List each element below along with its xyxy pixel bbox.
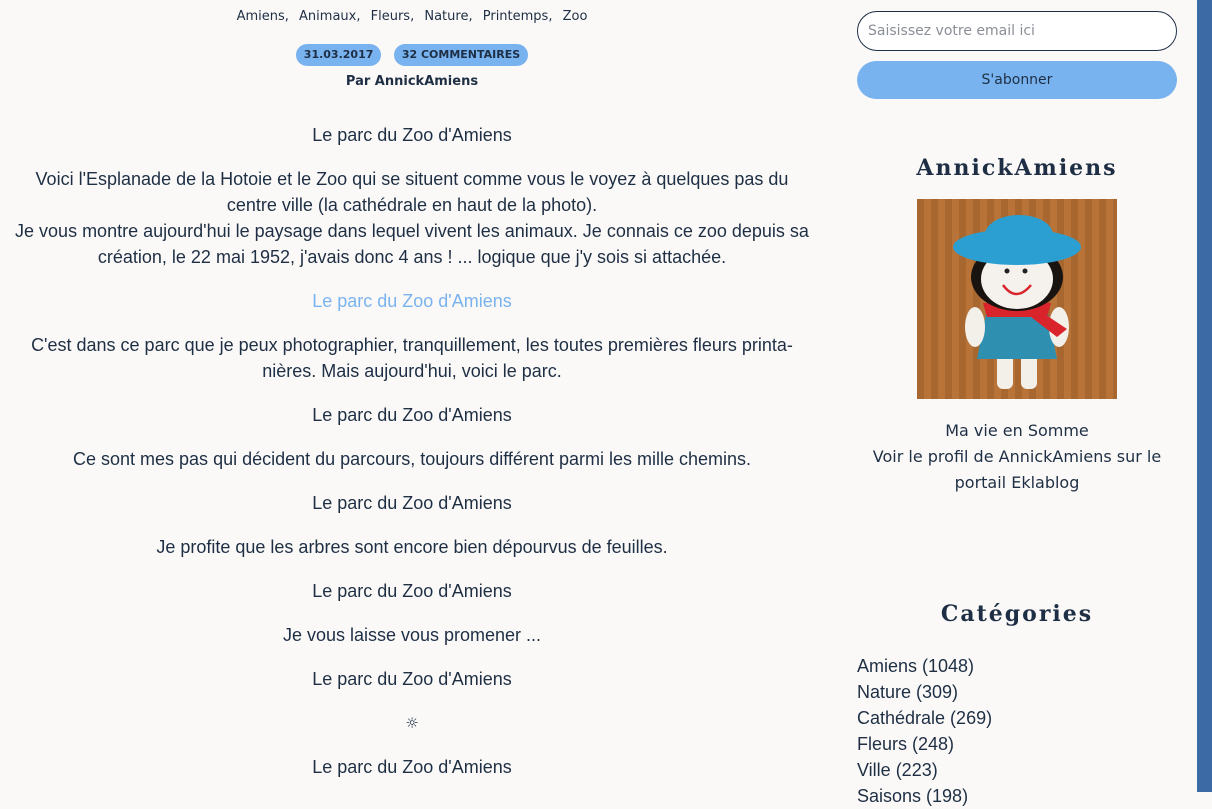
categories-list	[857, 653, 1177, 809]
tag-nature[interactable]: Nature	[424, 9, 469, 24]
paragraph: Je profite que les arbres sont encore bien dépourvus de feuilles.	[156, 537, 668, 557]
post-content	[12, 122, 812, 798]
image-caption: Le parc du Zoo d'Amiens	[312, 125, 512, 145]
paragraph: Je vous laisse vous promener ...	[282, 625, 542, 645]
post-tags: Amiens, Animaux, Fleurs, Nature, Printemps, Zoo	[236, 9, 588, 24]
category-link-amiens[interactable]: Amiens (1048)	[857, 656, 975, 676]
category-item	[857, 653, 1177, 679]
image-caption: Le parc du Zoo d'Amiens	[312, 757, 512, 777]
tag-printemps[interactable]: Printemps	[482, 9, 549, 24]
post-author: Par AnnickAmiens	[345, 74, 479, 89]
blog-name: Ma vie en Somme	[945, 421, 1089, 440]
category-link-cathedrale[interactable]: Cathédrale (269)	[857, 708, 993, 728]
image-caption: Le parc du Zoo d'Amiens	[312, 581, 512, 601]
category-link-fleurs[interactable]: Fleurs (248)	[857, 734, 955, 754]
right-edge-bar	[1197, 0, 1212, 792]
paragraph: Voici l'Esplanade de la Hotoie et le Zoo qui se situent comme vous le voyez à quelques pas du centre ville (la cathédrale en haut de la photo). Je vous montre aujourd'hui le paysage dans lequel vivent les animaux. Je connais ce zoo depuis sa création, le 22 mai 1952, j'avais donc 4 ans ! ... logique que j'y sois si attachée.	[15, 169, 809, 267]
tag-animaux[interactable]: Animaux	[299, 9, 357, 24]
category-link-nature[interactable]: Nature (309)	[857, 682, 959, 702]
image-caption: Le parc du Zoo d'Amiens	[312, 405, 512, 425]
category-item	[857, 783, 1177, 809]
comments-badge[interactable]: 32 COMMENTAIRES	[394, 44, 528, 66]
post-meta	[0, 44, 824, 66]
categories-title: Catégories	[940, 601, 1094, 627]
category-link-ville[interactable]: Ville (223)	[857, 760, 938, 780]
profile-avatar[interactable]	[917, 199, 1117, 399]
profile-link[interactable]: Voir le profil de AnnickAmiens sur le portail Eklablog	[872, 447, 1162, 492]
image-caption: Le parc du Zoo d'Amiens	[312, 669, 512, 689]
category-link-saisons[interactable]: Saisons (198)	[857, 786, 969, 806]
category-item	[857, 757, 1177, 783]
sidebar	[857, 0, 1177, 806]
subscribe-button[interactable]: S'abonner	[857, 61, 1177, 99]
category-item	[857, 705, 1177, 731]
tag-amiens[interactable]: Amiens	[236, 9, 285, 24]
date-badge: 31.03.2017	[296, 44, 382, 66]
sun-icon: ☼	[405, 714, 419, 732]
email-input[interactable]	[857, 11, 1177, 51]
tag-fleurs[interactable]: Fleurs	[370, 9, 411, 24]
doll-illustration	[917, 199, 1117, 399]
paragraph: C'est dans ce parc que je peux photographier, tranquillement, les toutes premières fleurs printanières. Mais aujourd'hui, voici le parc.	[31, 335, 793, 381]
image-link[interactable]: Le parc du Zoo d'Amiens	[312, 291, 512, 311]
category-item	[857, 679, 1177, 705]
profile-text	[857, 418, 1177, 496]
paragraph: Ce sont mes pas qui décident du parcours, toujours différent parmi les mille chemins.	[73, 449, 751, 469]
profile-title: AnnickAmiens	[916, 155, 1118, 181]
category-item	[857, 731, 1177, 757]
tag-zoo[interactable]: Zoo	[562, 9, 588, 24]
image-caption: Le parc du Zoo d'Amiens	[312, 493, 512, 513]
